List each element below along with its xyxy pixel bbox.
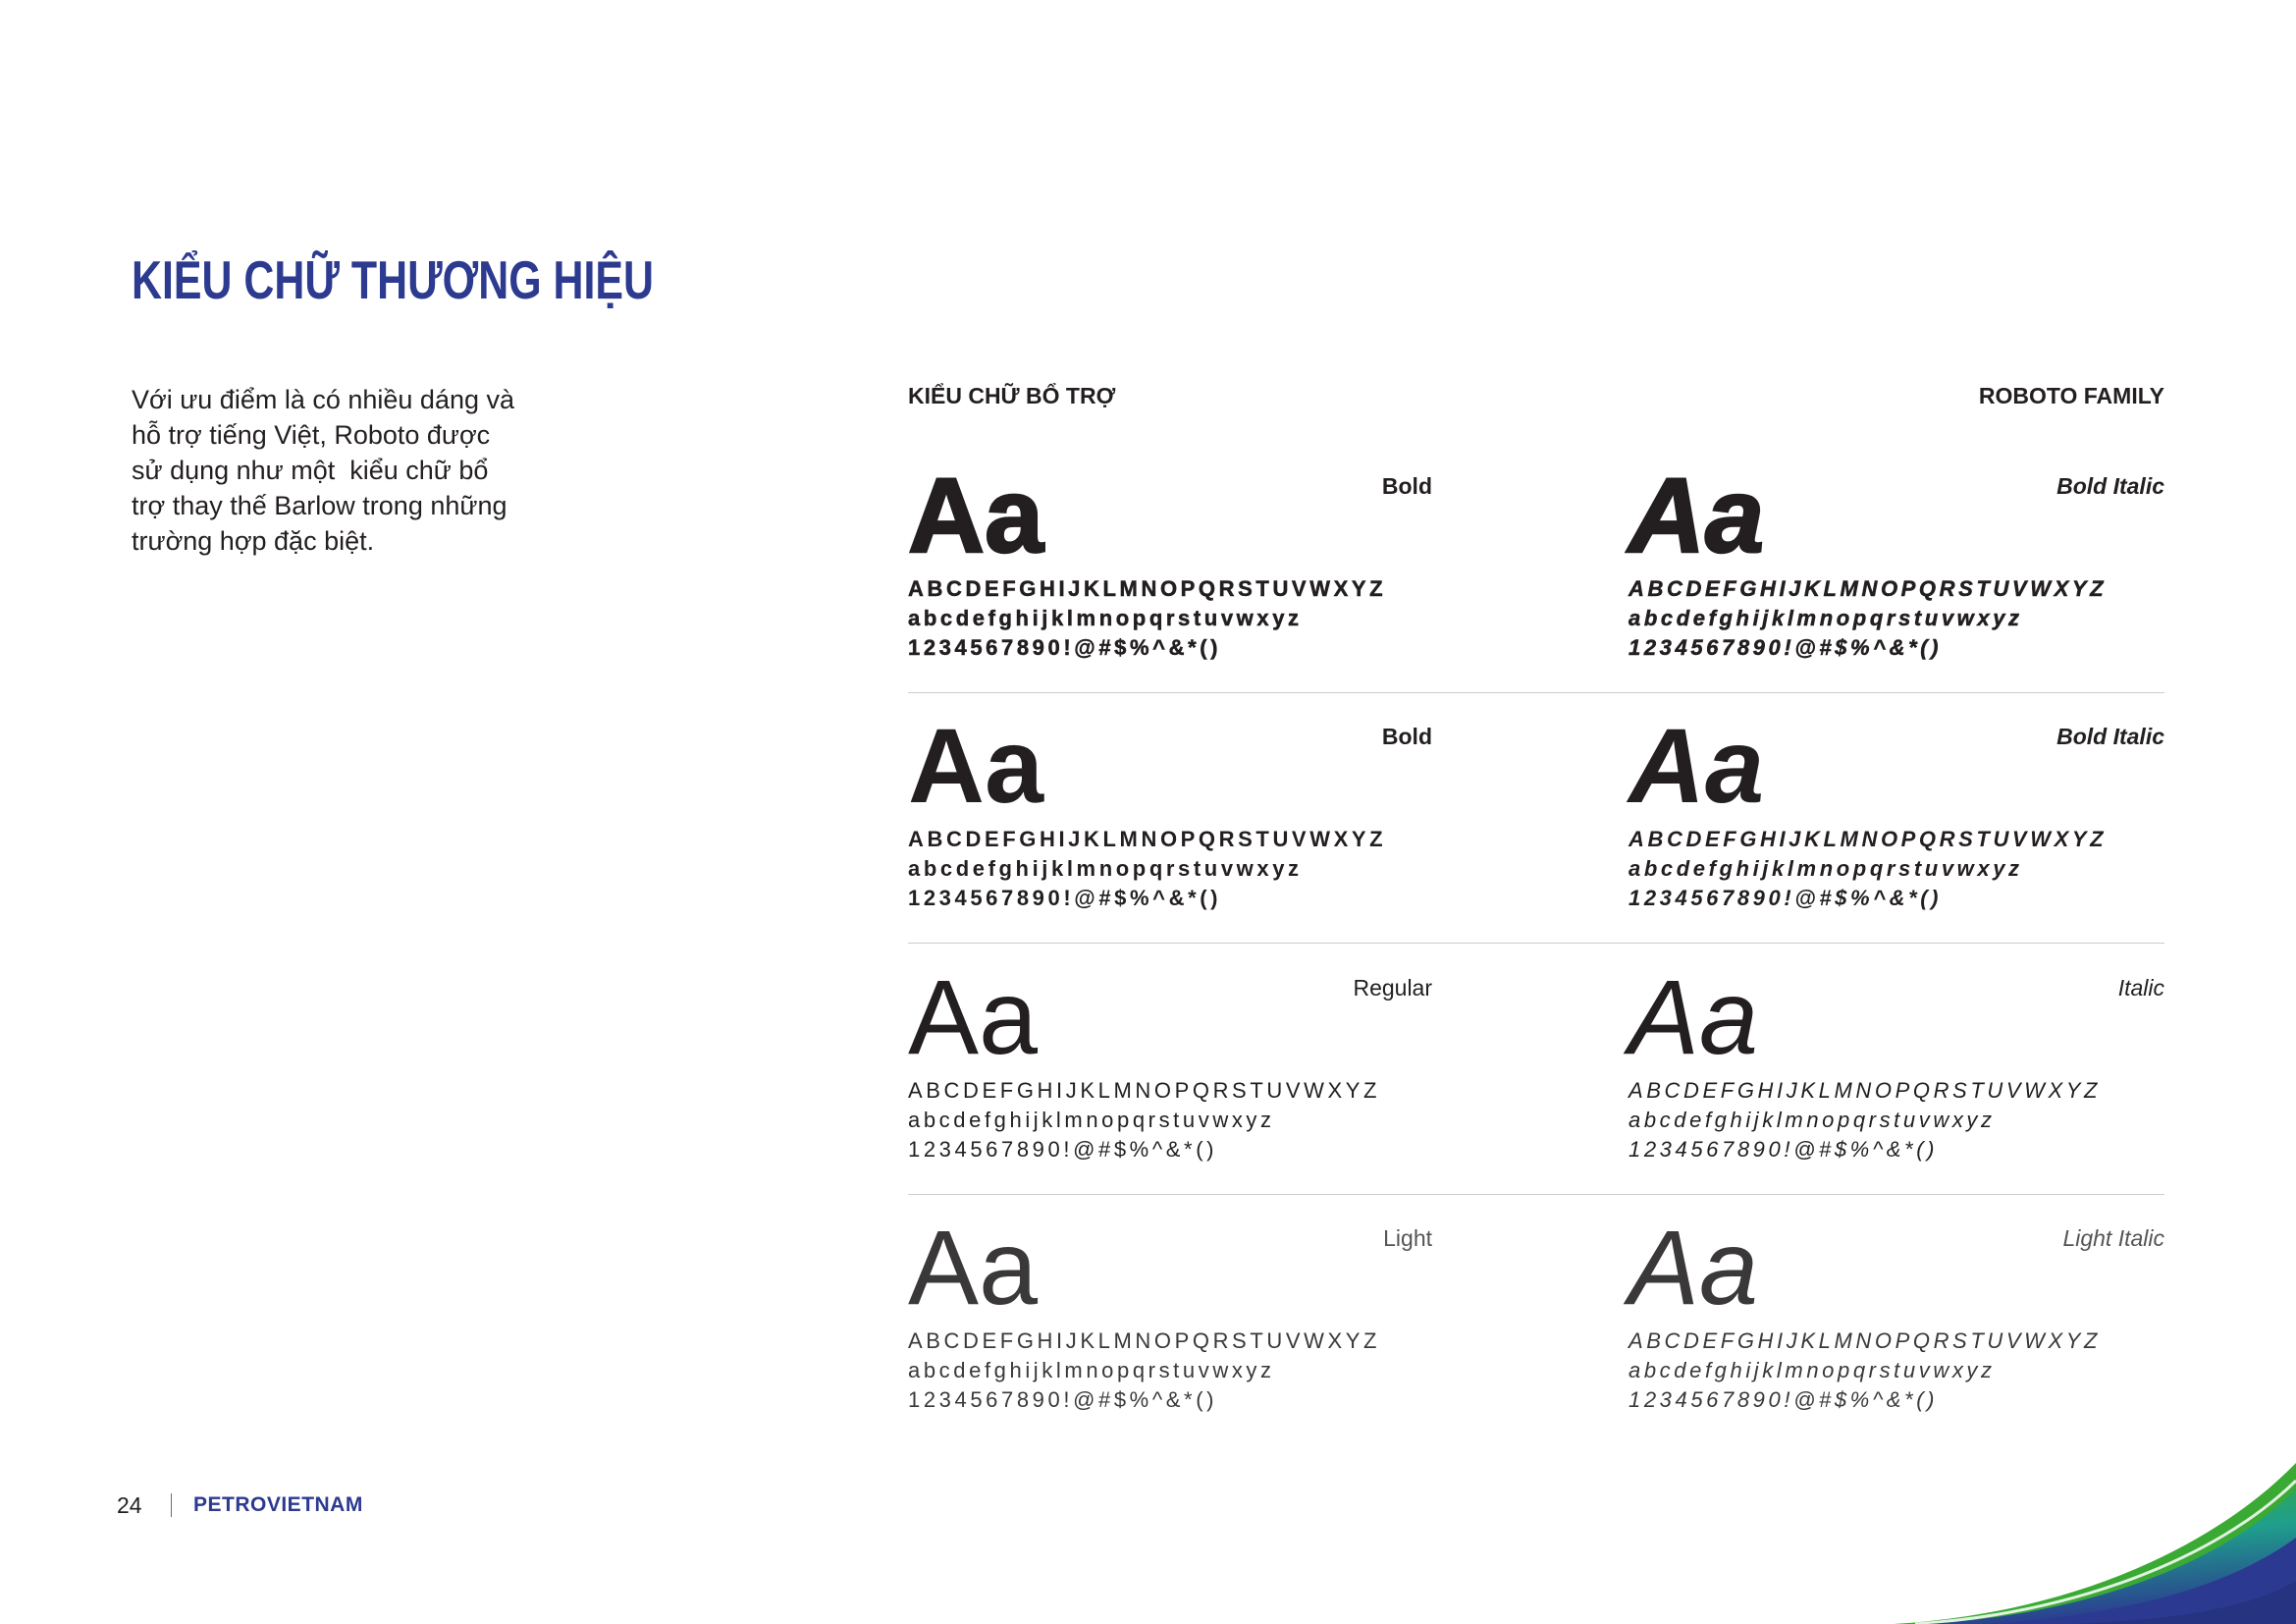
- character-set: [908, 574, 1386, 663]
- uppercase-set: ABCDEFGHIJKLMNOPQRSTUVWXYZ: [1629, 1078, 2102, 1103]
- numeral-symbol-set: 1234567890!@#$%^&*(): [908, 886, 1222, 910]
- font-family-name: ROBOTO FAMILY: [1978, 383, 2164, 408]
- specimen-cell-light: [908, 1208, 1432, 1444]
- intro-paragraph: [132, 382, 514, 559]
- lowercase-set: abcdefghijklmnopqrstuvwxyz: [908, 1358, 1275, 1382]
- lowercase-set: abcdefghijklmnopqrstuvwxyz: [908, 856, 1303, 881]
- intro-line: Với ưu điểm là có nhiều dáng và: [132, 385, 515, 414]
- numeral-symbol-set: 1234567890!@#$%^&*(): [1629, 1387, 1939, 1412]
- glyph-sample: Aa: [1629, 456, 1765, 574]
- uppercase-set: ABCDEFGHIJKLMNOPQRSTUVWXYZ: [908, 827, 1387, 851]
- character-set: [1629, 825, 2107, 913]
- specimen-heading: KIỂU CHỮ BỔ TRỢ: [908, 383, 1116, 408]
- uppercase-set: ABCDEFGHIJKLMNOPQRSTUVWXYZ: [908, 1328, 1381, 1353]
- character-set: [908, 1076, 1380, 1164]
- intro-line: sử dụng như một kiểu chữ bổ: [132, 456, 489, 485]
- character-set: [908, 825, 1386, 913]
- weight-label: Light: [1383, 1225, 1432, 1251]
- weight-label: Bold: [1381, 473, 1432, 499]
- glyph-sample: Aa: [908, 706, 1044, 825]
- lowercase-set: abcdefghijklmnopqrstuvwxyz: [908, 606, 1303, 630]
- uppercase-set: ABCDEFGHIJKLMNOPQRSTUVWXYZ: [908, 576, 1387, 601]
- row-divider: [908, 943, 2164, 944]
- glyph-sample: Aa: [908, 456, 1044, 574]
- lowercase-set: abcdefghijklmnopqrstuvwxyz: [1629, 1358, 1996, 1382]
- weight-label: Bold: [1381, 724, 1432, 749]
- brand-swoosh: [1746, 1428, 2296, 1624]
- lowercase-set: abcdefghijklmnopqrstuvwxyz: [1629, 856, 2023, 881]
- numeral-symbol-set: 1234567890!@#$%^&*(): [1629, 635, 1943, 660]
- intro-line: trường hợp đặc biệt.: [132, 526, 375, 556]
- numeral-symbol-set: 1234567890!@#$%^&*(): [1629, 886, 1943, 910]
- numeral-symbol-set: 1234567890!@#$%^&*(): [908, 635, 1222, 660]
- numeral-symbol-set: 1234567890!@#$%^&*(): [908, 1387, 1218, 1412]
- specimen-row: [908, 706, 2164, 963]
- lowercase-set: abcdefghijklmnopqrstuvwxyz: [908, 1108, 1275, 1132]
- page-title: KIỂU CHỮ THƯƠNG HIỆU: [132, 249, 655, 310]
- character-set: [1629, 574, 2107, 663]
- uppercase-set: ABCDEFGHIJKLMNOPQRSTUVWXYZ: [1629, 576, 2108, 601]
- uppercase-set: ABCDEFGHIJKLMNOPQRSTUVWXYZ: [1629, 1328, 2102, 1353]
- row-divider: [908, 692, 2164, 693]
- brand-name: PETROVIETNAM: [193, 1493, 363, 1516]
- footer-divider: [171, 1493, 172, 1517]
- character-set: [908, 1326, 1380, 1415]
- character-set: [1629, 1326, 2101, 1415]
- glyph-sample: Aa: [908, 957, 1039, 1076]
- weight-label: Light Italic: [2062, 1225, 2164, 1251]
- specimen-row: [908, 957, 2164, 1215]
- specimen-cell-light-italic: [1629, 1208, 2164, 1444]
- lowercase-set: abcdefghijklmnopqrstuvwxyz: [1629, 606, 2023, 630]
- uppercase-set: ABCDEFGHIJKLMNOPQRSTUVWXYZ: [1629, 827, 2108, 851]
- glyph-sample: Aa: [1629, 1208, 1759, 1326]
- weight-label: Regular: [1353, 975, 1432, 1001]
- weight-label: Italic: [2117, 975, 2164, 1001]
- character-set: [1629, 1076, 2101, 1164]
- intro-line: trợ thay thế Barlow trong những: [132, 491, 507, 520]
- lowercase-set: abcdefghijklmnopqrstuvwxyz: [1629, 1108, 1996, 1132]
- specimen-cell-bold-italic: [1629, 706, 2164, 943]
- numeral-symbol-set: 1234567890!@#$%^&*(): [908, 1137, 1218, 1162]
- numeral-symbol-set: 1234567890!@#$%^&*(): [1629, 1137, 1939, 1162]
- row-divider: [908, 1194, 2164, 1195]
- intro-line: hỗ trợ tiếng Việt, Roboto được: [132, 420, 491, 450]
- glyph-sample: Aa: [1629, 706, 1765, 825]
- glyph-sample: Aa: [908, 1208, 1039, 1326]
- specimen-cell-regular: [908, 957, 1432, 1194]
- glyph-sample: Aa: [1629, 957, 1759, 1076]
- specimen-cell-bold: [908, 456, 1432, 692]
- specimen-cell-bold-italic: [1629, 456, 2164, 692]
- page-number: 24: [117, 1492, 142, 1518]
- weight-label: Bold Italic: [2056, 473, 2164, 499]
- specimen-cell-italic: [1629, 957, 2164, 1194]
- uppercase-set: ABCDEFGHIJKLMNOPQRSTUVWXYZ: [908, 1078, 1381, 1103]
- specimen-row: [908, 456, 2164, 713]
- specimen-cell-bold: [908, 706, 1432, 943]
- weight-label: Bold Italic: [2056, 724, 2164, 749]
